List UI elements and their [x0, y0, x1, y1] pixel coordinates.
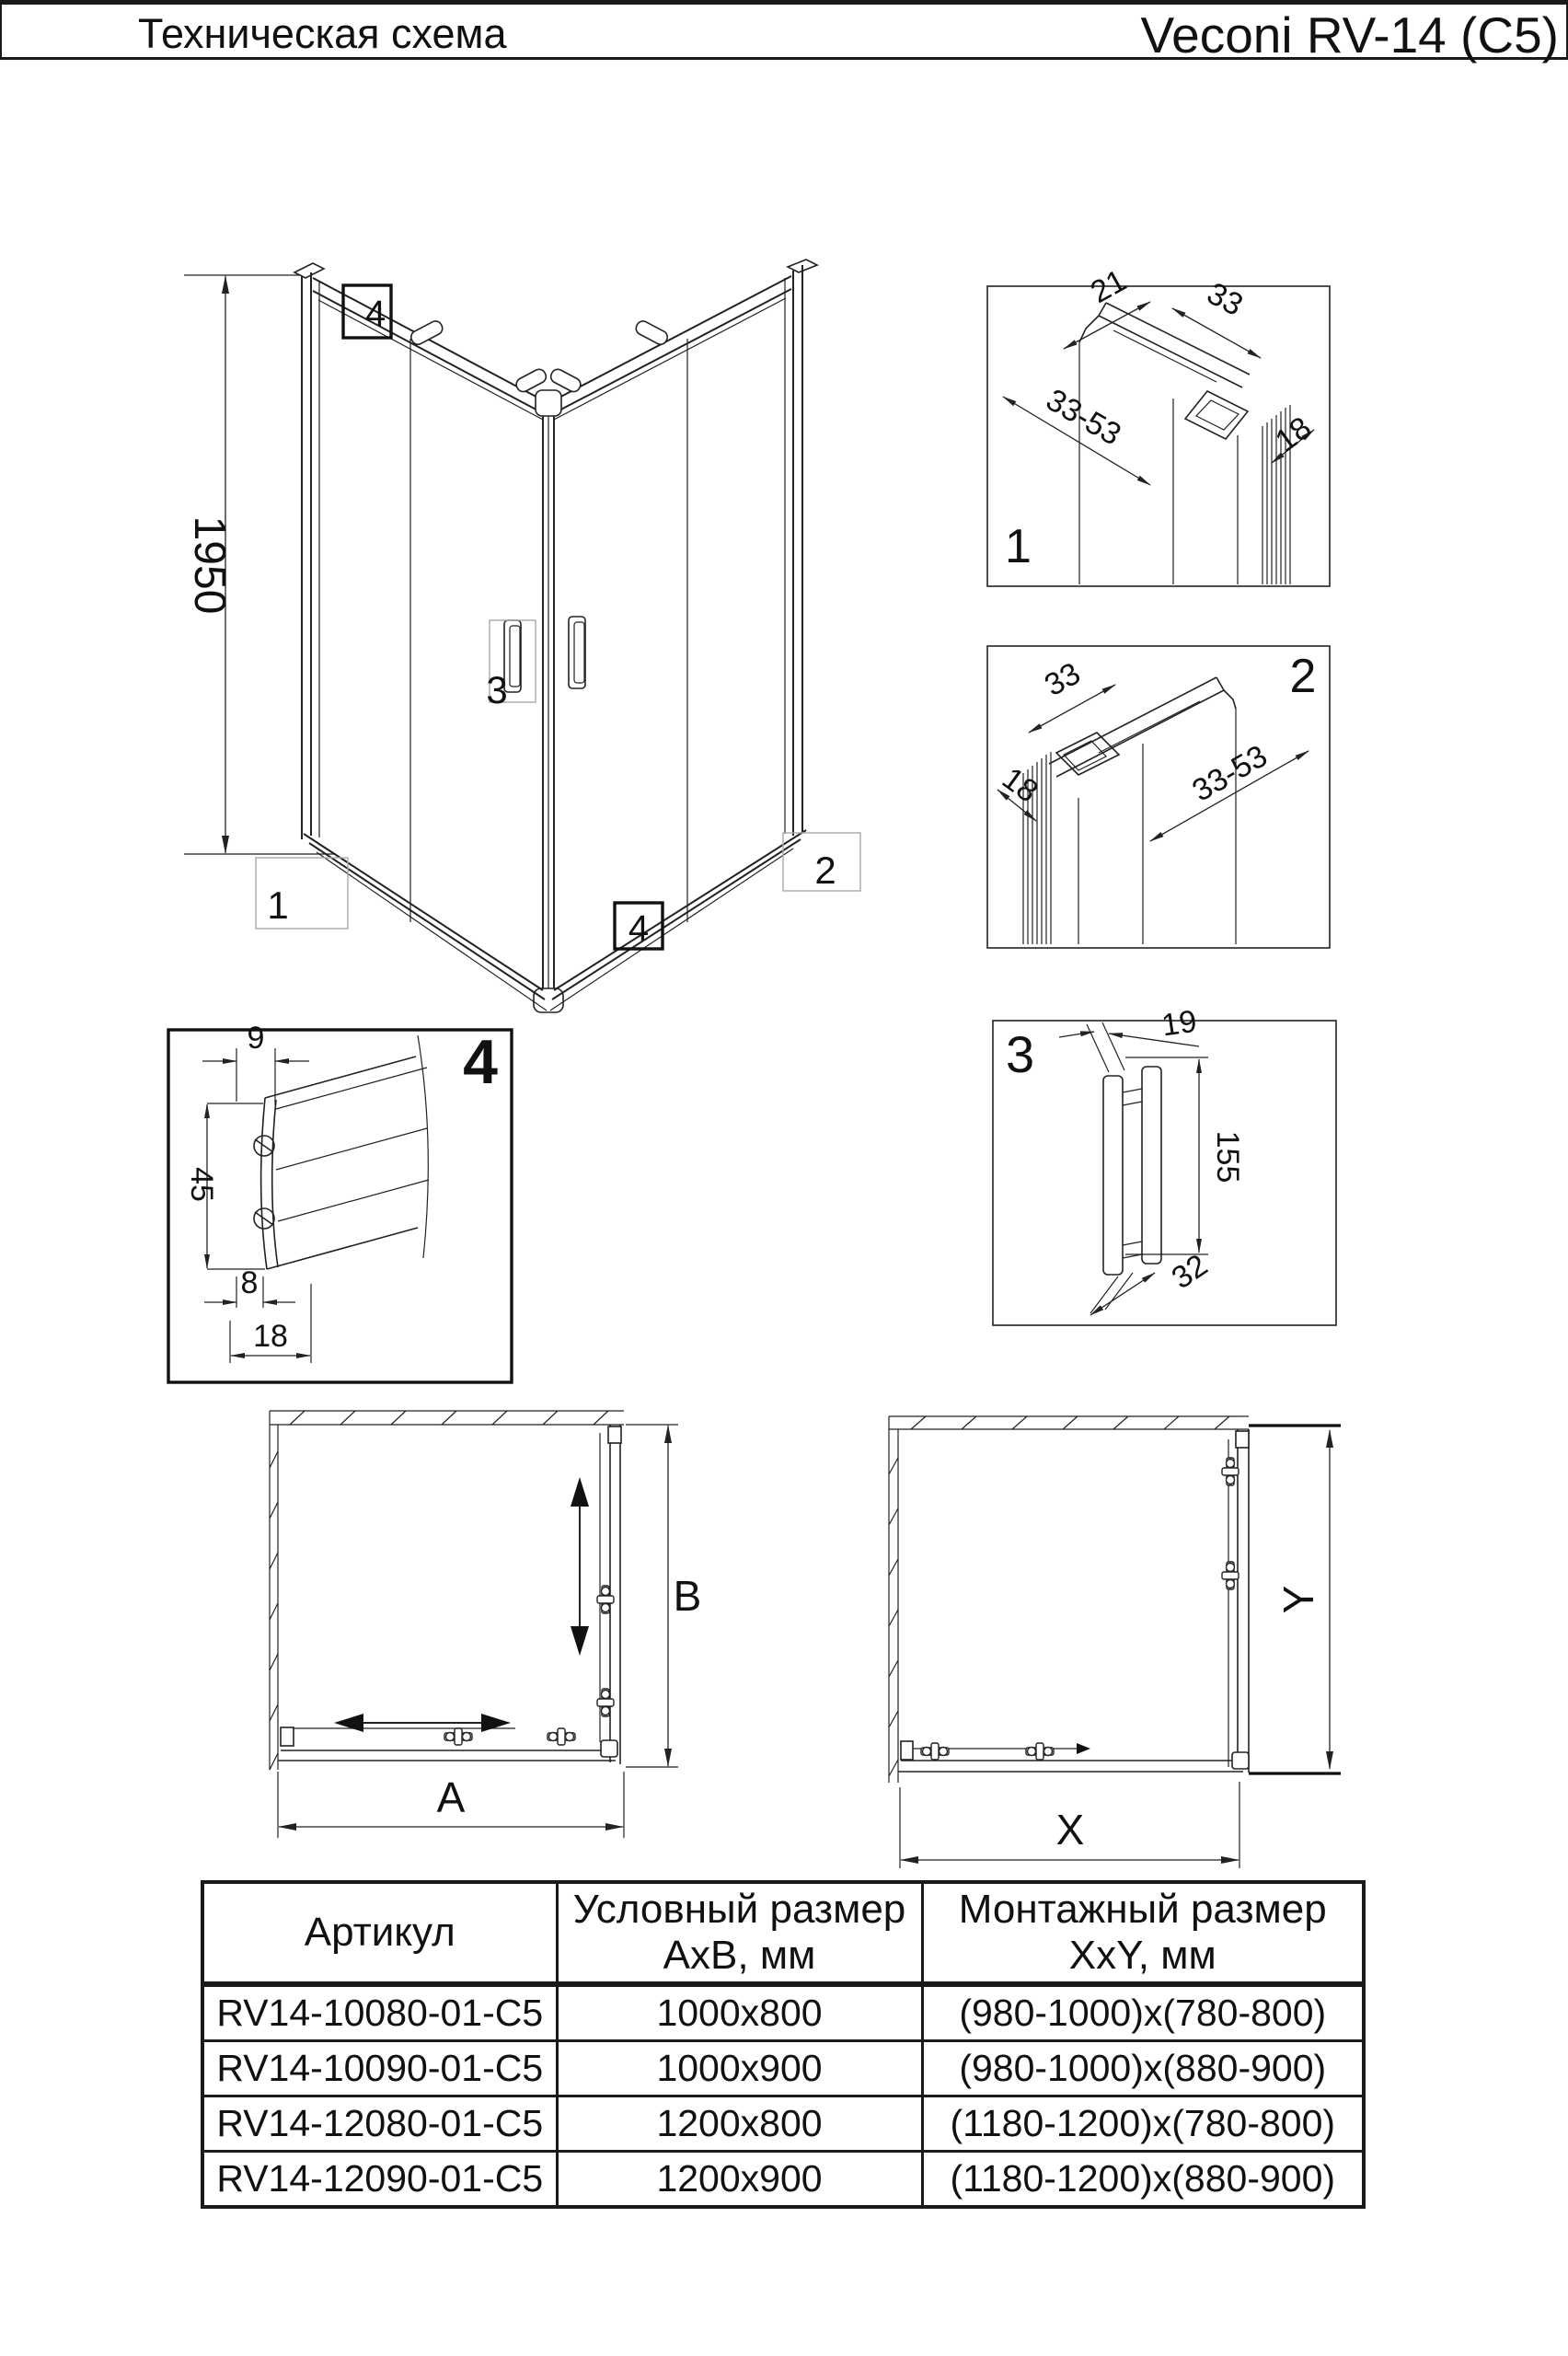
- svg-text:18: 18: [995, 760, 1044, 810]
- dim-Y: Y: [1274, 1585, 1322, 1614]
- article-cell: RV14-10090-01-C5: [202, 2041, 557, 2096]
- svg-text:33: 33: [1038, 655, 1087, 704]
- callout-1-left: [256, 858, 348, 929]
- plan-left-dimensions: [278, 1425, 701, 1838]
- nominal-size-cell: 1200x800: [557, 2096, 922, 2152]
- wall-profile-section: [1049, 677, 1236, 944]
- svg-text:9: 9: [247, 1021, 265, 1056]
- door-rollers: [409, 318, 669, 394]
- enclosure-plan: [898, 1429, 1249, 1773]
- col-header-nominal-size: Условный размер АхВ, мм: [557, 1882, 922, 1984]
- wall-hatching: [889, 1416, 1249, 1783]
- callout-3-handle: [486, 620, 536, 711]
- svg-text:155: 155: [1210, 1130, 1245, 1184]
- svg-text:3: 3: [486, 668, 508, 711]
- corner-post: [534, 390, 563, 1012]
- detail2-dimensions: [996, 656, 1309, 841]
- plan-view-right: [851, 1408, 1362, 1873]
- mounting-size-cell: (980-1000)x(880-900): [922, 2041, 1364, 2096]
- svg-text:33: 33: [1201, 275, 1249, 323]
- top-rail-right: [552, 276, 791, 420]
- svg-text:4: 4: [628, 908, 650, 949]
- table-row: [202, 2096, 1364, 2152]
- article-cell: RV14-12090-01-C5: [202, 2152, 557, 2208]
- nominal-size-cell: 1200x900: [557, 2152, 922, 2208]
- svg-text:21: 21: [1084, 262, 1133, 311]
- detail4-label: 4: [463, 1027, 498, 1097]
- detail3-label: 3: [1006, 1025, 1035, 1083]
- article-cell: RV14-10080-01-C5: [202, 1984, 557, 2041]
- dim-B: B: [673, 1572, 702, 1620]
- svg-text:4: 4: [364, 294, 386, 334]
- handle-drawing: [1103, 1067, 1161, 1275]
- svg-text:45: 45: [184, 1167, 219, 1202]
- svg-text:33-53: 33-53: [1040, 382, 1127, 453]
- dim-A: A: [436, 1773, 466, 1821]
- page-title: Техническая схема: [138, 10, 507, 57]
- left-wall-profile: [294, 263, 324, 839]
- bottom-profile-section: [254, 1035, 429, 1269]
- bottom-rail-left: [304, 834, 547, 1011]
- bottom-rail-right: [550, 830, 806, 1011]
- svg-text:2: 2: [814, 849, 836, 892]
- dim-X: X: [1055, 1806, 1085, 1854]
- nominal-size-cell: 1000x800: [557, 1984, 922, 2041]
- svg-text:19: 19: [1159, 1003, 1199, 1044]
- svg-text:8: 8: [240, 1265, 259, 1300]
- detail-view-1: [975, 262, 1339, 594]
- detail-view-2: [975, 635, 1339, 957]
- table-row: [202, 1984, 1364, 2041]
- detail1-dimensions: [1003, 263, 1318, 485]
- svg-text:18: 18: [1269, 410, 1319, 459]
- wall-hatching: [270, 1411, 624, 1770]
- slide-direction-arrows: [334, 1477, 589, 1732]
- nominal-size-cell: 1000x900: [557, 2041, 922, 2096]
- mounting-size-cell: (980-1000)x(780-800): [922, 1984, 1364, 2041]
- table-row: [202, 2041, 1364, 2096]
- article-cell: RV14-12080-01-C5: [202, 2096, 557, 2152]
- plan-right-dimensions: [900, 1426, 1341, 1868]
- svg-text:32: 32: [1165, 1247, 1215, 1297]
- size-table: [201, 1880, 1366, 2209]
- height-dimension: [184, 275, 336, 854]
- table-header-row: [202, 1882, 1364, 1984]
- mounting-size-cell: (1180-1200)x(880-900): [922, 2152, 1364, 2208]
- door-handles: [504, 617, 585, 692]
- main-isometric-view: [129, 239, 893, 1068]
- svg-text:18: 18: [253, 1319, 288, 1354]
- callout-2-right: [783, 833, 860, 892]
- plan-view-left: [235, 1403, 713, 1854]
- detail3-dimensions: [1059, 1004, 1245, 1315]
- detail-view-3: [980, 1003, 1348, 1334]
- table-row: [202, 2152, 1364, 2208]
- mounting-size-cell: (1180-1200)x(780-800): [922, 2096, 1364, 2152]
- right-wall-profile: [785, 260, 817, 836]
- svg-text:1: 1: [267, 884, 289, 927]
- header: [0, 0, 1568, 64]
- top-rail-left: [313, 278, 545, 420]
- model-title: Veconi RV-14 (C5): [1140, 6, 1559, 64]
- col-header-mounting-size: Монтажный размер XxY, мм: [922, 1882, 1364, 1984]
- detail4-dimensions: [184, 1021, 311, 1363]
- detail1-label: 1: [1005, 520, 1032, 573]
- detail2-label: 2: [1289, 650, 1317, 703]
- col-header-article: Артикул: [202, 1882, 557, 1984]
- svg-text:33-53: 33-53: [1186, 738, 1274, 809]
- detail-view-4: [156, 1017, 525, 1385]
- height-dim-text: 1950: [185, 515, 234, 615]
- enclosure-plan: [278, 1425, 621, 1764]
